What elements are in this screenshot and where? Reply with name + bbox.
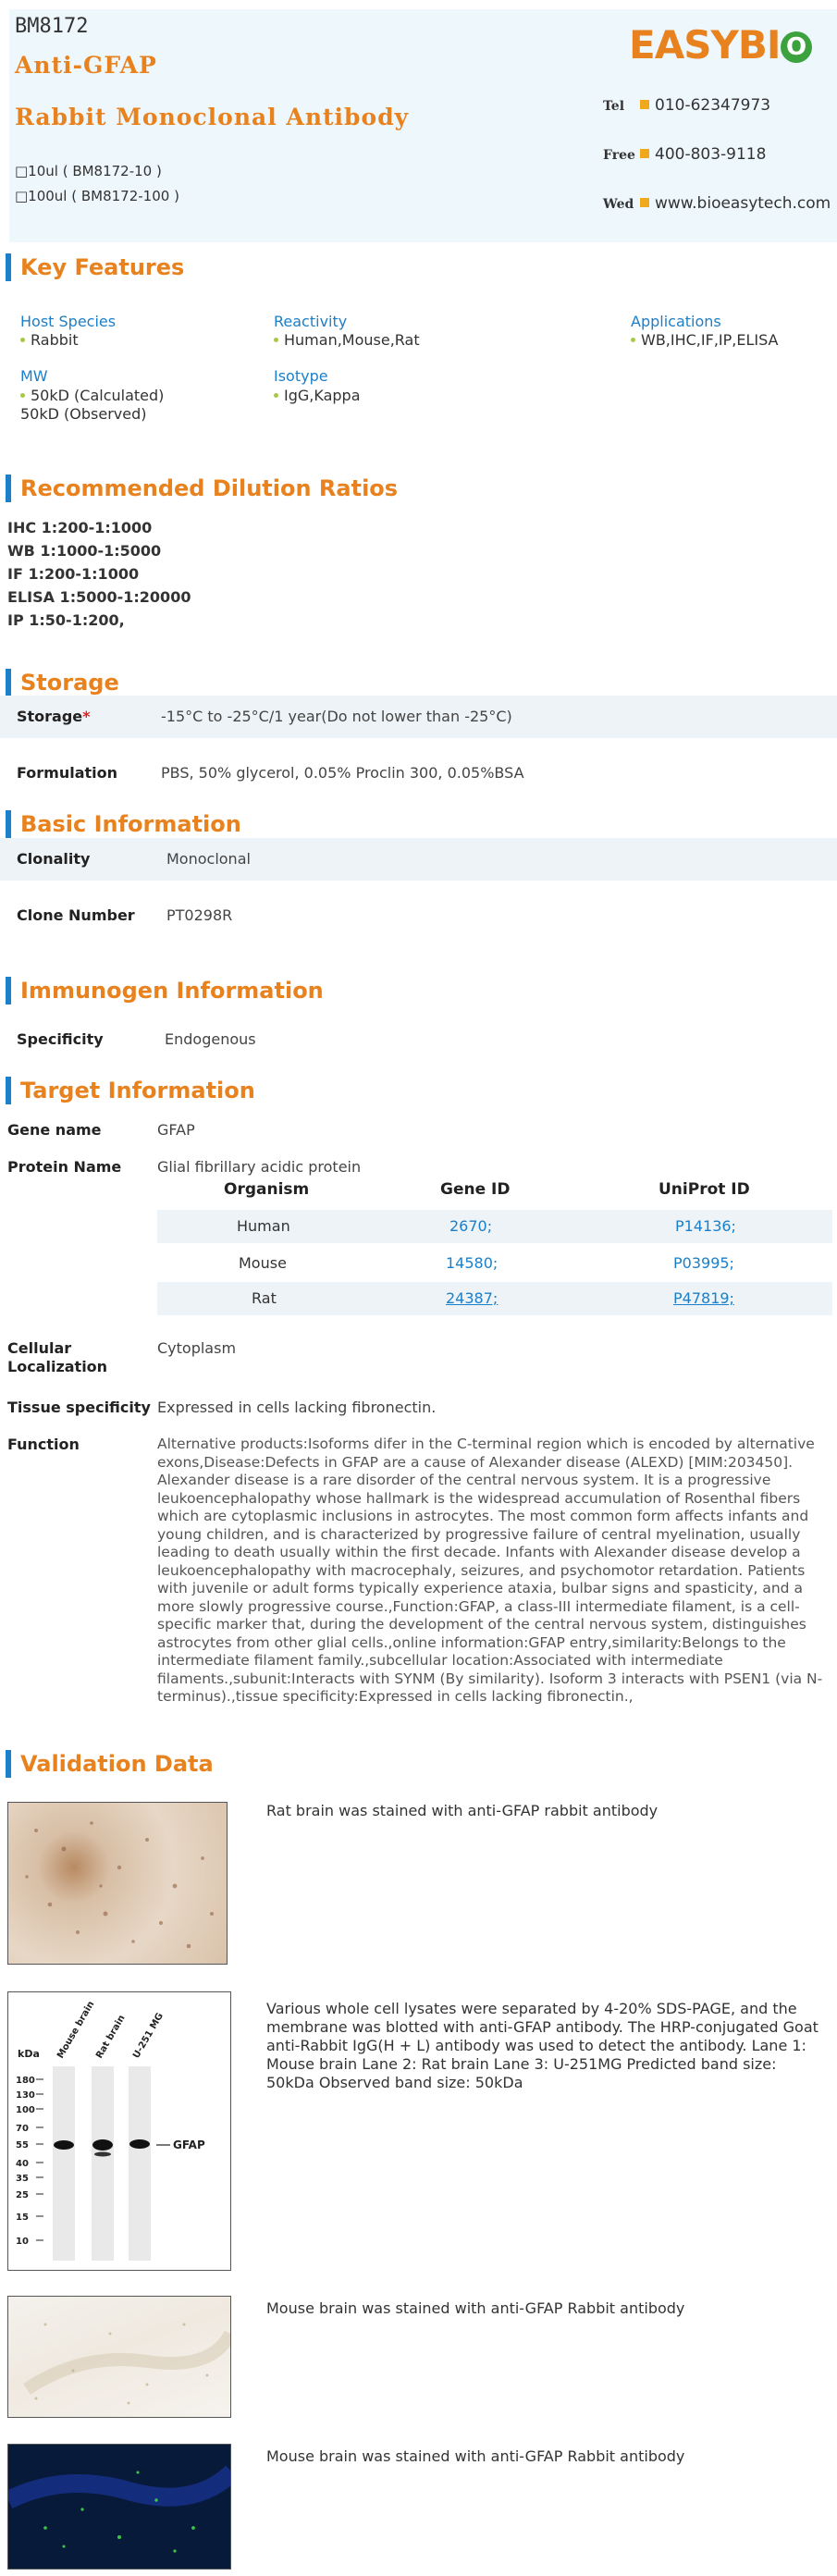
- dilution-elisa: ELISA 1:5000-1:20000: [7, 588, 191, 606]
- tissue-specificity-value: Expressed in cells lacking fibronectin.: [157, 1399, 437, 1416]
- wb-band-label: GFAP: [173, 2138, 205, 2151]
- clone-number-row: [0, 894, 837, 937]
- web-value[interactable]: www.bioeasytech.com: [655, 194, 831, 213]
- function-text: Alternative products:Isoforms difer in the C-terminal region which is encoded by alternative exons,Disease:Defects in GFAP are a cause of Alexander disease (ALEXD) [MIM:203450]. Alexander disease is a rare disorder of the central nervous system. It is a progressive leukoencephalopathy whose hallmark is the widespread accumulation of Rosenthal fibers which are cytoplasmic inclusions in astrocytes. The most common form affects infants and young children, and is characterized by progressive failure of central myelination, usually leading to death usually within the first decade. Infants with Alexander disease develop a leukoencephalopathy with macrocephaly, seizures, and psychomotor retardation. Patients with juvenile or adult forms typically experience ataxia, bulbar signs and spasticity, and a more slowly progressive course.,Function:GFAP, a class-III intermediate filament, is a cell-specific marker that, during the development of the central nervous system, distinguishes astrocytes from other glial cells.,online information:GFAP entry,similarity:Belongs to the intermediate filament family.,subcellular location:Associated with intermediate filaments.,subunit:Interacts with SYNM (By similarity). Isoform 3 interacts with PSEN1 (via N-terminus).,tissue specificity:Expressed in cells lacking fibronectin.,: [157, 1436, 823, 1705]
- wb-band-lane-1: [54, 2140, 74, 2150]
- host-species-label: Host Species: [20, 313, 117, 330]
- bullet-dot-icon: [20, 338, 25, 342]
- wb-unit-label: kDa: [18, 2048, 40, 2060]
- contact-free: [603, 145, 766, 164]
- validation-caption-2: Various whole cell lysates were separated by 4-20% SDS-PAGE, and the membrane was blotted with anti-GFAP antibody. The HRP-conjugated Goat anti-Rabbit IgG(H + L) antibody was used to detect the antibody. Lane 1: Mouse brain Lane 2: Rat brain Lane 3: U-251MG Predicted band size: 50kDa Observed band size: 50kDa: [266, 2000, 819, 2091]
- wb-marker-label: 15: [16, 2212, 29, 2223]
- wb-marker-label: 100: [16, 2105, 35, 2115]
- logo-circle: O: [781, 31, 812, 63]
- wb-marker-label: 55: [16, 2140, 29, 2151]
- section-title-key-features: Key Features: [6, 253, 184, 281]
- wb-lane-3: [129, 2066, 151, 2261]
- reactivity-value: Human,Mouse,Rat: [274, 331, 420, 349]
- storage-value: -15°C to -25°C/1 year(Do not lower than -25°C): [161, 708, 512, 725]
- validation-caption-4: Mouse brain was stained with anti-GFAP Rabbit antibody: [266, 2447, 685, 2465]
- tel-value[interactable]: 010-62347973: [655, 96, 771, 115]
- dilution-ip: IP 1:50-1:200,: [7, 611, 125, 629]
- section-title-basic: Basic Information: [6, 810, 241, 838]
- specificity-label: Specificity: [17, 1030, 104, 1048]
- logo-text: EASYBI: [629, 22, 781, 68]
- wb-marker-label: 180: [16, 2076, 35, 2086]
- wb-marker-label: 40: [16, 2159, 29, 2169]
- uniprot-link[interactable]: P47819;: [673, 1289, 734, 1307]
- gene-id-link[interactable]: 14580;: [446, 1254, 499, 1272]
- validation-image-mouse-brain-ihc: [7, 2296, 231, 2418]
- specificity-value: Endogenous: [165, 1030, 256, 1048]
- wb-lane-1: [53, 2066, 75, 2261]
- contact-tel: [603, 96, 770, 115]
- table-header-uniprot-id: UniProt ID: [659, 1180, 750, 1199]
- table-header-organism: Organism: [224, 1180, 310, 1199]
- bullet-square-icon: [640, 100, 649, 109]
- section-title-validation: Validation Data: [6, 1750, 214, 1778]
- formulation-row: [0, 752, 837, 795]
- product-subtitle: Rabbit Monoclonal Antibody: [15, 104, 410, 130]
- wb-lane-label-1: Mouse brain: [55, 1999, 97, 2061]
- gene-id-link[interactable]: 24387;: [446, 1289, 499, 1307]
- tel-label: Tel: [603, 99, 625, 114]
- clonality-row: [0, 838, 837, 881]
- specificity-row: [0, 1018, 837, 1061]
- uniprot-link[interactable]: P03995;: [673, 1254, 734, 1272]
- section-title-dilution: Recommended Dilution Ratios: [6, 475, 398, 502]
- wb-marker-label: 35: [16, 2174, 29, 2184]
- bullet-square-icon: [640, 149, 649, 158]
- clonality-value: Monoclonal: [166, 850, 251, 868]
- organism-cell: Rat: [252, 1289, 277, 1307]
- gene-name-value: GFAP: [157, 1121, 195, 1139]
- free-label: Free: [603, 148, 635, 163]
- dilution-ihc: IHC 1:200-1:1000: [7, 519, 153, 536]
- if-texture: [8, 2445, 231, 2570]
- applications-value: WB,IHC,IF,IP,ELISA: [631, 331, 779, 349]
- mw-calculated: 50kD (Calculated): [20, 387, 164, 404]
- wb-marker-label: 70: [16, 2124, 29, 2134]
- formulation-label: Formulation: [17, 764, 118, 782]
- protein-name-label: Protein Name: [7, 1158, 122, 1176]
- section-title-storage: Storage: [6, 669, 119, 696]
- ihc-texture: [8, 2297, 231, 2418]
- bullet-dot-icon: [631, 338, 635, 342]
- size-option-100ul[interactable]: □100ul ( BM8172-100 ): [15, 188, 179, 204]
- size-option-10ul[interactable]: □10ul ( BM8172-10 ): [15, 163, 162, 179]
- size-options: [15, 159, 179, 209]
- validation-caption-3: Mouse brain was stained with anti-GFAP Rabbit antibody: [266, 2299, 685, 2317]
- isotype-label: Isotype: [274, 367, 328, 385]
- bullet-dot-icon: [274, 338, 278, 342]
- uniprot-link[interactable]: P14136;: [675, 1217, 736, 1235]
- wb-lane-label-3: U-251 MG: [131, 2011, 166, 2061]
- wb-band-lane-3: [129, 2139, 150, 2149]
- web-label: Wed: [603, 197, 634, 212]
- gene-name-label: Gene name: [7, 1121, 102, 1139]
- cellular-localization-label: Cellular Localization: [7, 1339, 108, 1375]
- cellular-localization-value: Cytoplasm: [157, 1339, 237, 1357]
- table-row: [157, 1210, 832, 1243]
- clone-number-value: PT0298R: [166, 906, 233, 924]
- contact-web: [603, 194, 831, 213]
- bullet-dot-icon: [274, 393, 278, 398]
- protein-name-value: Glial fibrillary acidic protein: [157, 1158, 362, 1176]
- applications-label: Applications: [631, 313, 721, 330]
- section-title-immunogen: Immunogen Information: [6, 977, 324, 1005]
- clonality-label: Clonality: [17, 850, 91, 868]
- product-title: Anti-GFAP: [15, 52, 157, 79]
- bullet-square-icon: [640, 198, 649, 207]
- mw-observed: 50kD (Observed): [20, 405, 147, 423]
- free-value[interactable]: 400-803-9118: [655, 145, 767, 164]
- section-title-target: Target Information: [6, 1077, 255, 1104]
- wb-marker-label: 10: [16, 2237, 29, 2247]
- table-row: [157, 1282, 832, 1315]
- reactivity-label: Reactivity: [274, 313, 348, 330]
- mw-label: MW: [20, 367, 48, 385]
- wb-marker-label: 130: [16, 2090, 35, 2101]
- organism-cell: Mouse: [239, 1254, 287, 1272]
- wb-lane-2: [92, 2066, 114, 2261]
- tissue-specificity-label: Tissue specificity: [7, 1399, 151, 1416]
- isotype-value: IgG,Kappa: [274, 387, 361, 404]
- dilution-list: [7, 516, 191, 632]
- function-label: Function: [7, 1436, 80, 1453]
- bullet-dot-icon: [20, 393, 25, 398]
- clone-number-label: Clone Number: [17, 906, 135, 924]
- host-species-value: Rabbit: [20, 331, 79, 349]
- validation-image-rat-brain-ihc: [7, 1802, 228, 1965]
- wb-band-lane-2: [92, 2139, 113, 2151]
- storage-row: [0, 696, 837, 738]
- validation-image-western-blot: [7, 1991, 231, 2271]
- table-row: [157, 1247, 832, 1280]
- gene-id-link[interactable]: 2670;: [449, 1217, 493, 1235]
- organism-cell: Human: [237, 1217, 290, 1235]
- catalog-number: BM8172: [15, 15, 89, 38]
- dilution-wb: WB 1:1000-1:5000: [7, 542, 162, 560]
- wb-lane-label-2: Rat brain: [94, 2013, 128, 2061]
- easybio-logo: [629, 22, 812, 68]
- dilution-if: IF 1:200-1:1000: [7, 565, 140, 583]
- formulation-value: PBS, 50% glycerol, 0.05% Proclin 300, 0.05%BSA: [161, 764, 524, 782]
- storage-label: Storage*: [17, 708, 91, 725]
- table-header-gene-id: Gene ID: [440, 1180, 511, 1199]
- validation-image-mouse-brain-if: [7, 2444, 231, 2570]
- western-blot-figure: [8, 1992, 231, 2271]
- wb-band-lane-2-lower: [94, 2152, 111, 2157]
- wb-marker-label: 25: [16, 2190, 29, 2200]
- ihc-texture: [8, 1803, 228, 1965]
- validation-caption-1: Rat brain was stained with anti-GFAP rabbit antibody: [266, 1802, 659, 1819]
